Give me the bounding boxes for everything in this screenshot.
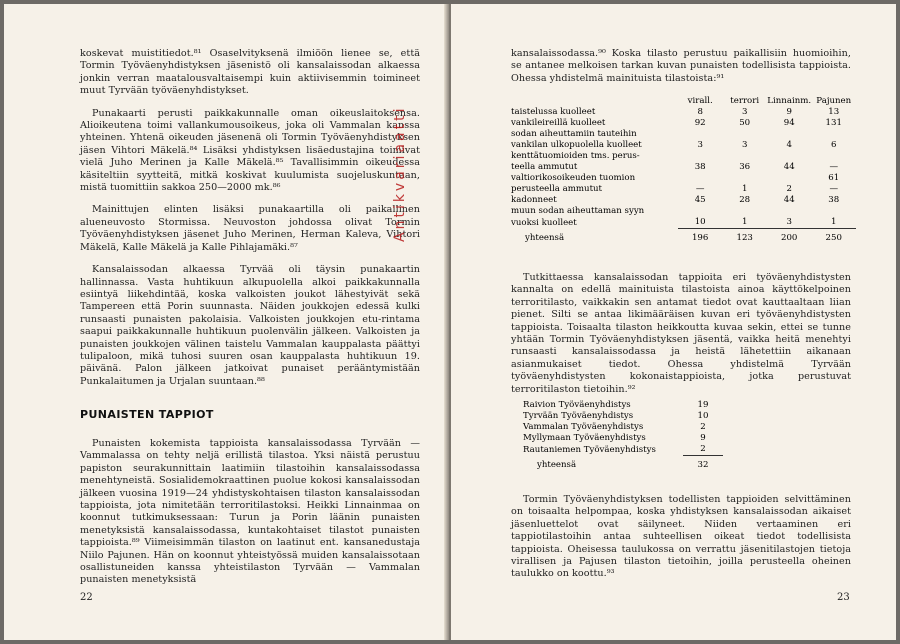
row-label: vankilan ulkopuolella kuolleet bbox=[511, 140, 642, 150]
row-label: valtiorikosoikeuden tuomion bbox=[511, 173, 636, 183]
table-cell: 28 bbox=[739, 195, 751, 205]
column-header: terrori bbox=[730, 96, 760, 106]
table-cell: 3 bbox=[741, 107, 748, 117]
table-cell: 50 bbox=[739, 118, 751, 128]
left-text-top bbox=[80, 48, 420, 398]
right-text-middle bbox=[511, 272, 851, 406]
row-label: Vammalan Työväenyhdistys bbox=[523, 422, 644, 432]
left-text-bottom bbox=[80, 438, 420, 597]
table-cell: — bbox=[695, 184, 705, 194]
table-cell: 9 bbox=[700, 433, 706, 443]
paragraph: Mainittujen elinten lisäksi punakaartilla oli paikallinen alueneuvosto Stormissa. Neuvoston johdossa olivat Tormin Työväenyhdistyksen jäsenet Juho Merinen, Herman Kaleva, Vihtori Mäkelä, Kalle Mäkelä ja Kalle Pihlajamäki.⁸⁷ bbox=[80, 204, 420, 253]
table-row bbox=[523, 422, 723, 433]
row-label: kenttätuomioiden tms. perus- bbox=[511, 151, 640, 161]
table-cell: 3 bbox=[767, 217, 812, 229]
total-row bbox=[523, 456, 723, 472]
table-cell: 1 bbox=[741, 184, 748, 194]
row-label: muun sodan aiheuttaman syyn bbox=[511, 206, 645, 216]
table-cell bbox=[767, 206, 812, 217]
row-label: Myllymaan Työväenyhdistys bbox=[523, 433, 646, 443]
paragraph: Punakaarti perusti paikkakunnalle oman oikeuslaitoksensa. Alioikeutena toimi vallankumousoikeus, joka oli Vammalan kanssa yhteinen. Yhtenä oikeuden jäsenenä oli Tormin Työväenyhdistyksen jäsen Vihtori Mäkelä.⁸⁴ Lisäksi yhdistyksen lisäedustajina toimivat vielä Juho Merinen ja Kalle Mäkelä.⁸⁵ Tavallisimmin oikeudessa käsiteltiin syytteitä, mitkä koskivat kuulumista suojeluskuntaan, mistä tuomittiin sakkoa 250—2000 mk.⁸⁶ bbox=[80, 107, 420, 194]
total-label: yhteensä bbox=[525, 233, 565, 243]
table-cell bbox=[678, 173, 723, 184]
table-cell: 10 bbox=[678, 217, 723, 229]
total-cell: 250 bbox=[825, 233, 842, 243]
paragraph: Tormin Työväenyhdistyksen todellisten tappioiden selvittäminen on toisaalta helpompaa, koska yhdistyksen kansalaissodan aikaiset jäsenluettelot ovat säilyneet. Niiden vertaaminen eri tappiotilastoihin antaa suhteellisen oikeat tiedot todellisista tappioista. Oheisessa taulukossa on verrattu jäsenitilastojen tietoja virallisen ja Pajusen tilaston tietoihin, joilla perusteella oheinen taulukko on koottu.⁹³ bbox=[511, 494, 851, 580]
table-cell: 61 bbox=[828, 173, 840, 183]
column-header: virall. bbox=[687, 96, 713, 106]
row-label: Rautaniemen Työväenyhdistys bbox=[523, 444, 656, 455]
table-row bbox=[511, 173, 856, 184]
row-label: perusteella ammutut bbox=[511, 184, 603, 194]
column-header: Pajunen bbox=[816, 96, 852, 106]
table-cell: 8 bbox=[697, 107, 703, 117]
column-header: Linnainm. bbox=[767, 96, 812, 106]
table-cell: 38 bbox=[694, 162, 706, 172]
table-cell: 2 bbox=[700, 422, 706, 432]
row-label: sodan aiheuttamiin tauteihin bbox=[511, 129, 637, 139]
right-page bbox=[451, 4, 896, 640]
table-cell bbox=[678, 129, 723, 140]
table-cell bbox=[811, 129, 856, 140]
paragraph: Kansalaissodan alkaessa Tyrvää oli täysin punakaartin hallinnassa. Vasta huhtikuun alkupuolella alkoi paikkakunnalla esiintyä liikehdintää, koska valkoisten joukot lähestyivät sekä Tampereen että Porin suunnasta. Näiden joukkojen edessä kulki runsaasti punaisten pakolaisia. Valkoisten joukkojen etu-rintama saapui paikkakunnalle huhtikuun puolenvälin jälkeen. Valkoisten ja punaisten joukkojen välinen taistelu Vammalan kauppalasta päättyi tulipaloon, mikä tuhosi suuren osan kauppalasta huhtikuun 19. päivänä. Palon jälkeen jatkoivat punaiset perääntymistään Punkalaitumen ja Urjalan suuntaan.⁸⁸ bbox=[80, 264, 420, 387]
table-cell: 10 bbox=[697, 411, 709, 421]
losses-comparison-table bbox=[511, 96, 856, 244]
table-cell: 1 bbox=[811, 217, 856, 229]
table-row bbox=[511, 107, 856, 118]
row-label: vuoksi kuolleet bbox=[511, 217, 577, 228]
table-cell: 4 bbox=[786, 140, 792, 150]
table-cell: — bbox=[829, 184, 839, 194]
table-cell bbox=[678, 151, 723, 162]
paragraph: Tutkittaessa kansalaissodan tappioita eri työväenyhdistysten kannalta on edellä mainituista tilastoista ainoa käyttökelpoinen terroritilasto, vaikkakin sen antamat tiedot ovat kauttaaltaan liian pienet. Silti se antaa likimääräisen kuvan eri työväenyhdistysten tappioista. Toisaalta tilaston heikkoutta kuvaa sekin, ettei se tunne yhtään Tormin Työväenyhdistyksen jäsentä, vaikka heitä menehtyi runsaasti kansalaissodassa ja heistä lähetettiin aikanaan asianmukaiset tiedot. Ohessa yhdistelmä Tyrvään työväenyhdistysten kokonaistappioista, jotka perustuvat terroritilaston tietoihin.⁹² bbox=[511, 272, 851, 395]
table-row bbox=[511, 129, 856, 140]
table-row bbox=[511, 151, 856, 162]
table-cell bbox=[767, 151, 812, 162]
table-row bbox=[511, 195, 856, 206]
section-heading: PUNAISTEN TAPPIOT bbox=[80, 408, 214, 421]
table-cell: 13 bbox=[828, 107, 840, 117]
paragraph: koskevat muistitiedot.⁸¹ Osaselvityksenä ilmiöön lienee se, että Tormin Työväenyhdistyksen jäsenistö oli kansalaissodan alkaessa jonkin verran maatalousvaltaisempi kuin aktiivisemmin toimineet muut Tyrvään työväenyhdistykset. bbox=[80, 48, 420, 97]
table-row bbox=[523, 444, 723, 456]
page-number: 23 bbox=[837, 592, 850, 603]
table-cell: — bbox=[829, 162, 839, 172]
antikvariaatti-stamp: Antikvariaatti bbox=[392, 105, 408, 242]
row-label: kadonneet bbox=[511, 195, 557, 205]
table-cell: 3 bbox=[741, 140, 748, 150]
table-cell: 2 bbox=[786, 184, 792, 194]
table-cell: 19 bbox=[697, 400, 709, 410]
table-row bbox=[523, 411, 723, 422]
table-cell bbox=[767, 173, 812, 184]
table-cell: 2 bbox=[683, 444, 723, 456]
row-label: vankileireillä kuolleet bbox=[511, 118, 606, 128]
row-label: Raivion Työväenyhdistys bbox=[523, 400, 631, 410]
total-cell: 123 bbox=[736, 233, 753, 243]
table-cell: 6 bbox=[831, 140, 837, 150]
table-row bbox=[523, 400, 723, 411]
table-row bbox=[511, 162, 856, 173]
table-cell: 44 bbox=[783, 162, 795, 172]
table-cell: 45 bbox=[694, 195, 706, 205]
total-cell: 32 bbox=[697, 460, 709, 470]
table-cell: 3 bbox=[697, 140, 703, 150]
association-losses-table bbox=[523, 400, 723, 471]
table-cell: 38 bbox=[828, 195, 840, 205]
table-cell bbox=[722, 173, 767, 184]
table-cell: 9 bbox=[786, 107, 792, 117]
table-row bbox=[511, 184, 856, 195]
paragraph: Punaisten kokemista tappioista kansalaissodassa Tyrvään — Vammalassa on tehty neljä erillistä tilastoa. Yksi näistä perustuu papiston seurakunnittain laatimiin tilastoihin kansalaissodassa menehtyneistä. Sosialidemokraattinen puolue kokosi kansalaissodan jälkeen vuosina 1919—24 yhdistyskohtaisen tilaston kansalaissodan tappioista, jota nimitetään terroritilastoksi. Heikki Linnainmaa on koonnut tutkimuksessaan: Turun ja Porin läänin punaisten menetyksistä kansalaissodassa, kuntakohtaiset tilastot punaisten tappioista.⁸⁹ Viimeisimmän tilaston on laatinut ent. kansanedustaja Niilo Pajunen. Hän on koonnut yhteistyössä muiden kansalaissotaan osallistuneiden kanssa yhteistilaston Tyrvään — Vammalan punaisten menetyksistä bbox=[80, 438, 420, 586]
table-cell bbox=[722, 206, 767, 217]
table-cell: 92 bbox=[694, 118, 706, 128]
table-row bbox=[511, 206, 856, 217]
table-cell: 44 bbox=[783, 195, 795, 205]
row-label: teella ammutut bbox=[511, 162, 578, 172]
total-cell: 196 bbox=[691, 233, 709, 243]
book-spread bbox=[4, 4, 896, 640]
table-row bbox=[523, 433, 723, 444]
table-row bbox=[511, 140, 856, 151]
table-row bbox=[511, 118, 856, 129]
table-cell bbox=[811, 206, 856, 217]
table-cell bbox=[811, 151, 856, 162]
right-text-top bbox=[511, 48, 851, 95]
table-row bbox=[511, 217, 856, 229]
table-cell bbox=[767, 129, 812, 140]
total-cell: 200 bbox=[781, 233, 798, 243]
row-label: Tyrvään Työväenyhdistys bbox=[523, 411, 634, 421]
table-cell: 36 bbox=[739, 162, 751, 172]
table-cell bbox=[678, 206, 723, 217]
total-label: yhteensä bbox=[537, 460, 577, 470]
table-cell bbox=[722, 151, 767, 162]
total-row bbox=[511, 229, 856, 245]
right-text-bottom bbox=[511, 494, 851, 591]
row-label: taistelussa kuolleet bbox=[511, 107, 596, 117]
table-cell: 94 bbox=[783, 118, 795, 128]
table-cell: 131 bbox=[825, 118, 842, 128]
table-header-row bbox=[511, 96, 856, 107]
page-number: 22 bbox=[80, 592, 93, 603]
paragraph: kansalaissodassa.⁹⁰ Koska tilasto perustuu paikallisiin huomioihin, se antanee melkoisen tarkan kuvan punaisten todellisista tappioista. Ohessa yhdistelmä mainituista tilastoista:⁹¹ bbox=[511, 48, 851, 84]
table-cell bbox=[722, 129, 767, 140]
left-page bbox=[4, 4, 448, 640]
table-cell: 1 bbox=[722, 217, 767, 229]
